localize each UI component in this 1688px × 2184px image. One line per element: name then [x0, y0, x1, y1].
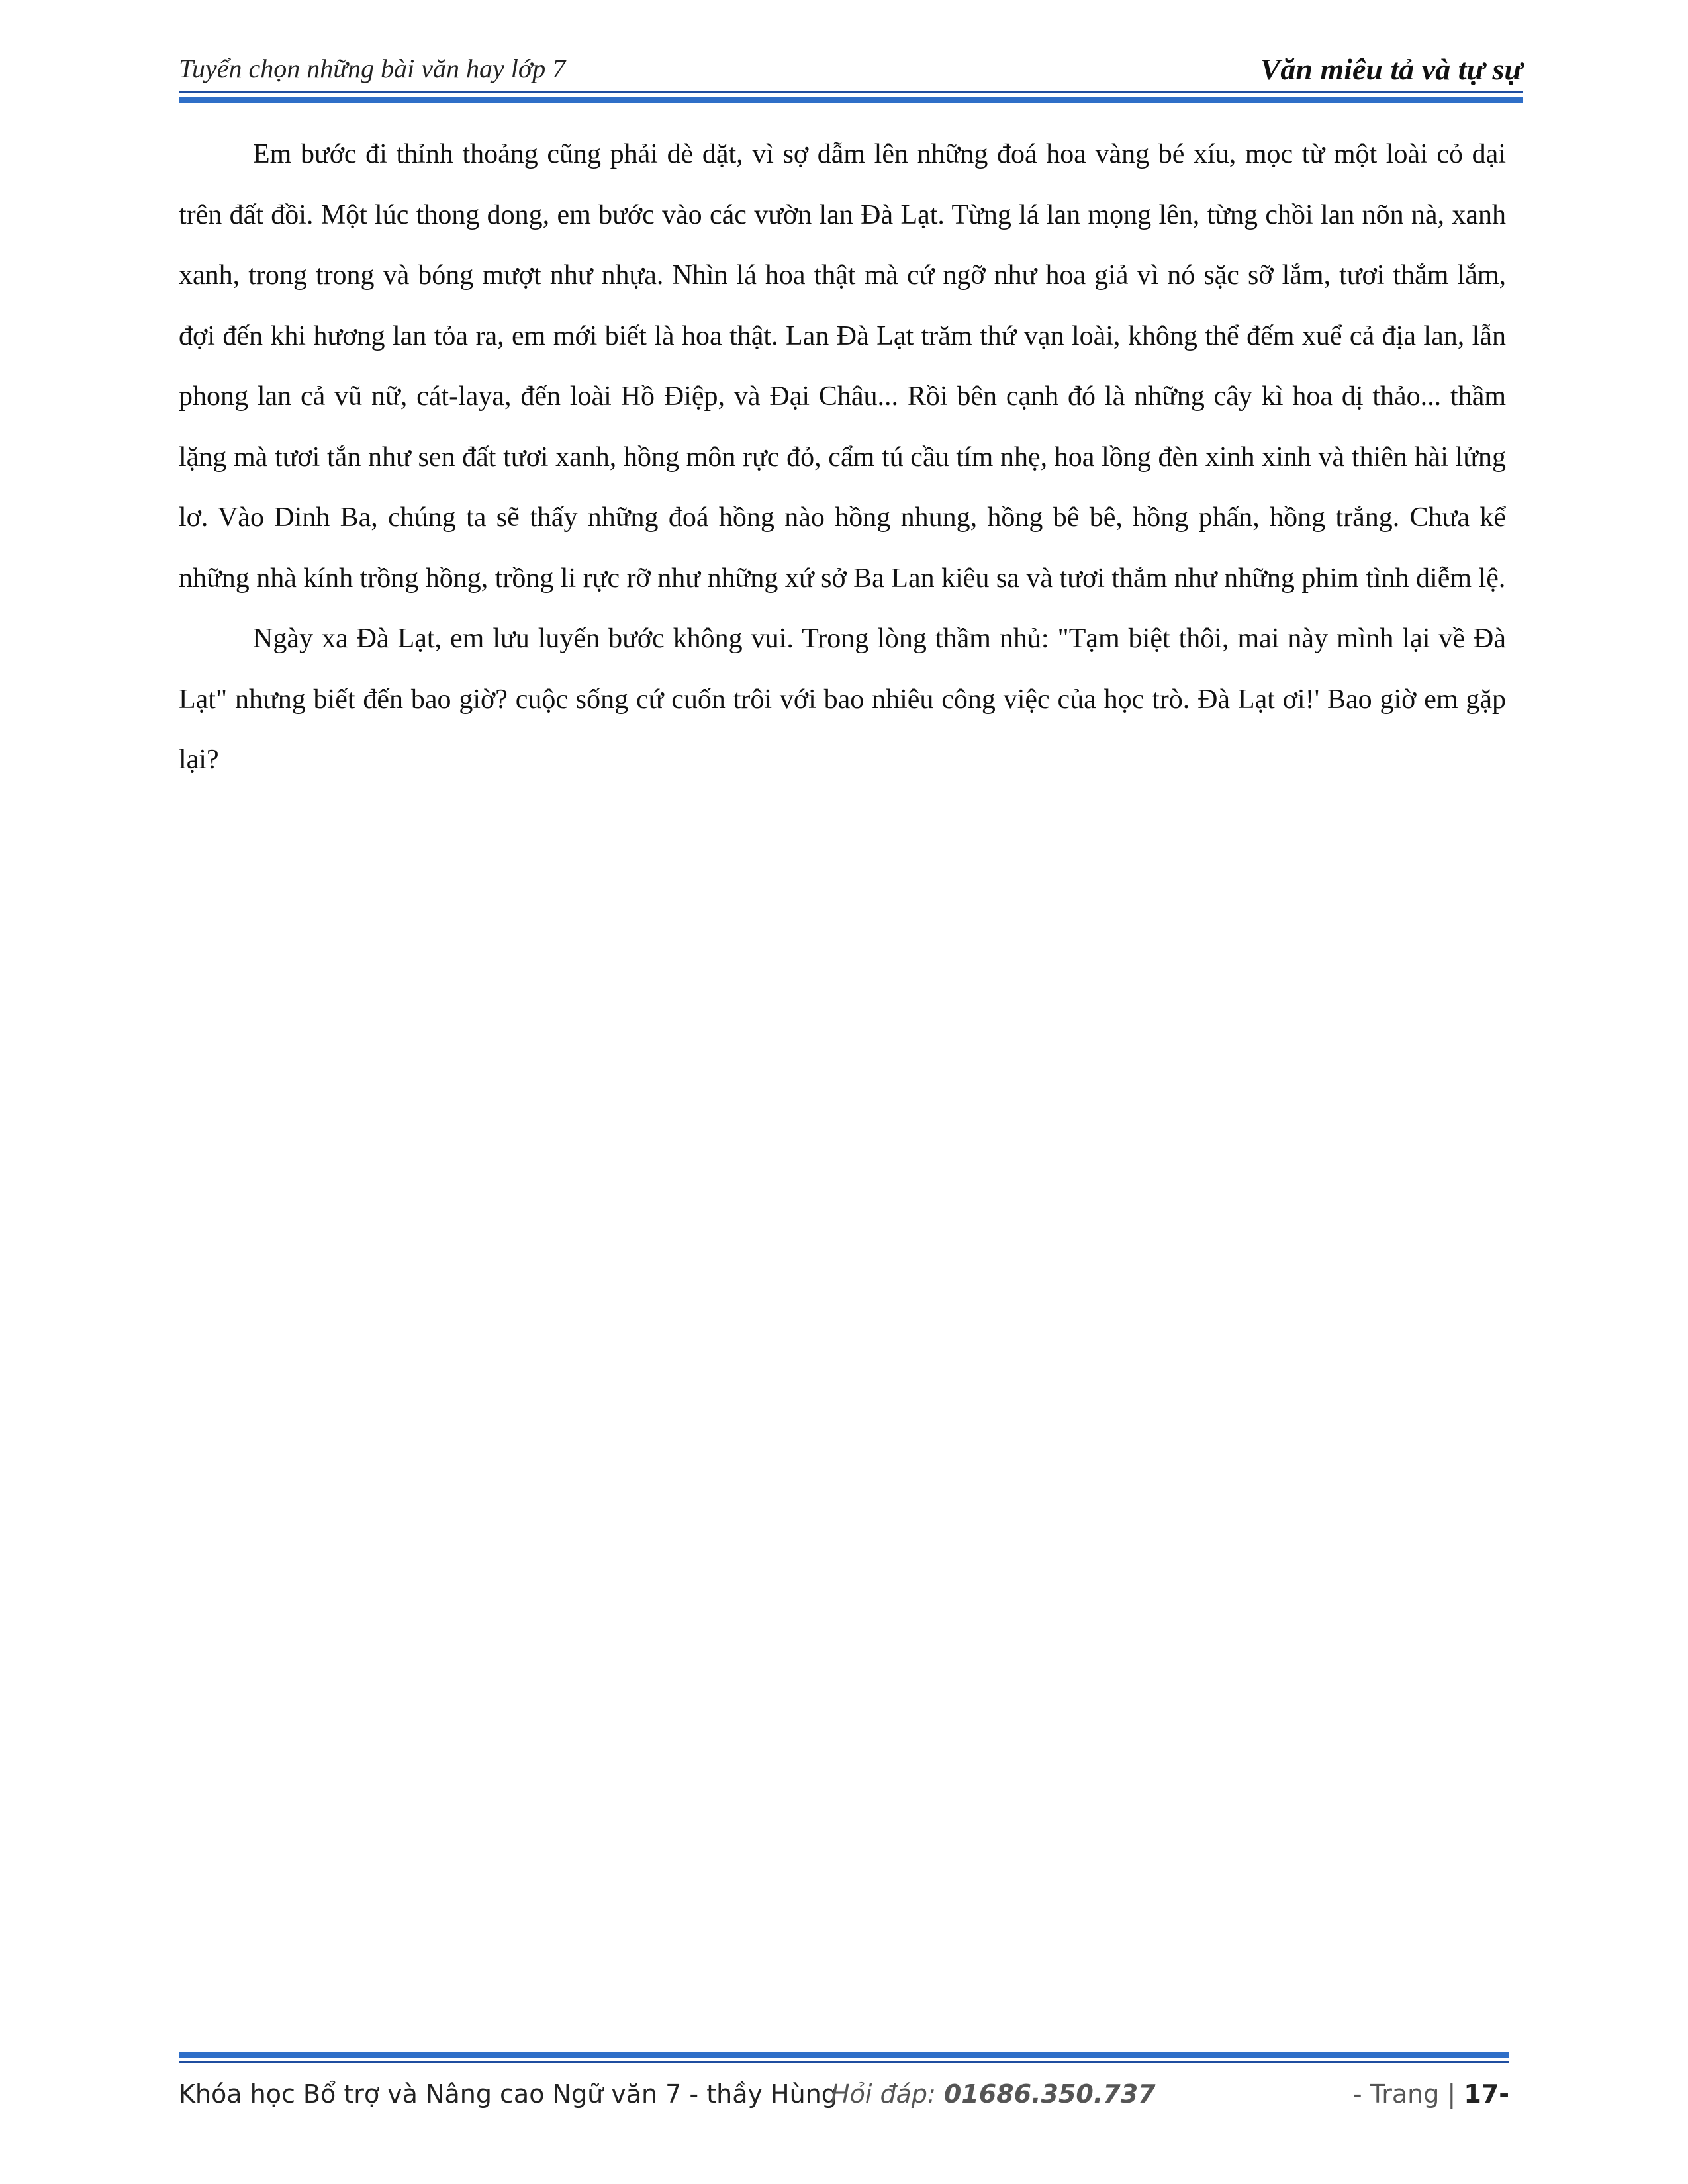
footer-page-suffix: -	[1499, 2079, 1509, 2109]
footer-rule-thin	[179, 2061, 1509, 2063]
footer-help-phone: 01686.350.737	[943, 2079, 1156, 2109]
paragraph-1: Em bước đi thỉnh thoảng cũng phải dè dặt, vì sợ dẫm lên những đoá hoa vàng bé xíu, mọc từ một loài cỏ dại trên đất đồi. Một lúc thong dong, em bước vào các vườn lan Đà Lạt. Từng lá lan mọng lên, từng chồi lan nõn nà, xanh xanh, trong trong và bóng mượt như nhựa. Nhìn lá hoa thật mà cứ ngỡ như hoa giả vì nó sặc sỡ lắm, tươi thắm lắm, đợi đến khi hương lan tỏa ra, em mới biết là hoa thật. Lan Đà Lạt trăm thứ vạn loài, không thể đếm xuể cả địa lan, lẫn phong lan cả vũ nữ, cát-laya, đến loài Hồ Điệp, và Đại Châu... Rồi bên cạnh đó là những cây kì hoa dị thảo... thầm lặng mà tươi tắn như sen đất tươi xanh, hồng môn rực đỏ, cẩm tú cầu tím nhẹ, hoa lồng đèn xinh xinh và thiên hài lửng lơ. Vào Dinh Ba, chúng ta sẽ thấy những đoá hồng nào hồng nhung, hồng bê bê, hồng phấn, hồng trắng. Chưa kể những nhà kính trồng hồng, trồng li rực rỡ như những xứ sở Ba Lan kiêu sa và tươi thắm như những phim tình diễm lệ.	[179, 139, 1506, 594]
header-rule-thick	[179, 97, 1523, 103]
footer-help-label: Hỏi đáp:	[831, 2079, 936, 2109]
header-section-title: Văn miêu tả và tự sự	[1260, 52, 1523, 86]
footer-page-indicator	[1353, 2079, 1509, 2109]
document-body	[179, 124, 1506, 791]
footer-page-label: - Trang |	[1352, 2079, 1456, 2109]
footer-course-name: Khóa học Bổ trợ và Nâng cao Ngữ văn 7 - thầy Hùng	[179, 2079, 837, 2109]
footer-help	[831, 2079, 1156, 2109]
footer-rule-thick	[179, 2052, 1509, 2058]
page-header	[179, 46, 1523, 106]
header-book-title: Tuyển chọn những bài văn hay lớp 7	[179, 54, 566, 83]
paragraph-2: Ngày xa Đà Lạt, em lưu luyến bước không vui. Trong lòng thầm nhủ: "Tạm biệt thôi, mai này mình lại về Đà Lạt" nhưng biết đến bao giờ? cuộc sống cứ cuốn trôi với bao nhiêu công việc của học trò. Đà Lạt ơi!' Bao giờ em gặp lại?	[179, 623, 1506, 775]
footer-page-number: 17	[1464, 2079, 1499, 2109]
footer-row	[179, 2079, 1509, 2119]
page-footer	[179, 2052, 1509, 2124]
header-rule-thin	[179, 91, 1523, 93]
